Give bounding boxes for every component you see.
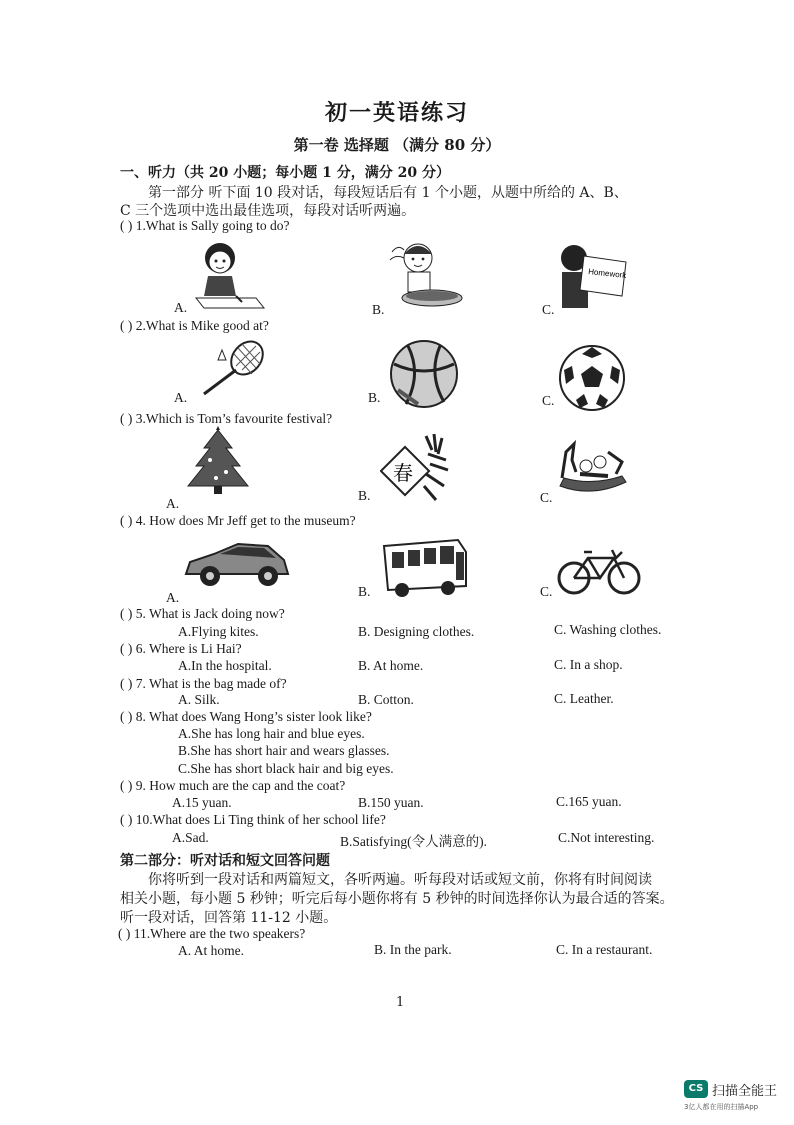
option-c[interactable]: C. Washing clothes.	[554, 622, 662, 637]
girl-drawing-icon	[186, 236, 268, 312]
girl-washing-icon	[384, 234, 468, 314]
part2-heading: 第二部分：听对话和短文回答问题	[120, 853, 330, 869]
question-9: ( ) 9. How much are the cap and the coat?	[120, 778, 346, 793]
scanner-logo-icon: CS	[684, 1080, 708, 1098]
part2-instruction-line3: 听一段对话，回答第 11-12 小题。	[120, 910, 338, 926]
option-b[interactable]: B.Satisfying(令人满意的).	[340, 834, 487, 849]
question-11: ( ) 11.Where are the two speakers?	[118, 926, 306, 941]
question-5: ( ) 5. What is Jack doing now?	[120, 606, 285, 621]
option-c[interactable]: C. In a restaurant.	[556, 942, 653, 957]
answer-bracket[interactable]: ( )	[120, 318, 133, 333]
option-c[interactable]: C.165 yuan.	[556, 794, 622, 809]
answer-bracket[interactable]: ( )	[120, 218, 133, 233]
option-a[interactable]: A.In the hospital.	[178, 658, 272, 673]
basketball-icon	[388, 338, 460, 410]
option-a-label: A.	[174, 390, 188, 405]
scanner-slogan: 3亿人都在用的扫描App	[684, 1103, 759, 1111]
option-c[interactable]: C.She has short black hair and big eyes.	[178, 761, 394, 776]
answer-bracket[interactable]: ( )	[120, 411, 133, 426]
question-2: ( ) 2.What is Mike good at?	[120, 318, 269, 333]
volume-subtitle: 第一卷 选择题 （满分 80 分）	[293, 136, 501, 154]
answer-bracket[interactable]: ( )	[120, 513, 133, 528]
bicycle-icon	[556, 544, 644, 596]
car-icon	[180, 538, 292, 592]
option-a[interactable]: A.Flying kites.	[178, 624, 259, 639]
answer-bracket[interactable]: ( )	[120, 812, 133, 827]
question-6: ( ) 6. Where is Li Hai?	[120, 641, 242, 656]
question-4: ( ) 4. How does Mr Jeff get to the museum?	[120, 513, 356, 528]
answer-bracket[interactable]: ( )	[120, 709, 133, 724]
option-a-label: A.	[166, 496, 180, 511]
question-10: ( ) 10.What does Li Ting think of her school life?	[120, 812, 386, 827]
question-7: ( ) 7. What is the bag made of?	[120, 676, 287, 691]
option-b[interactable]: B. At home.	[358, 658, 424, 673]
question-3: ( ) 3.Which is Tom’s favourite festival?	[120, 411, 333, 426]
answer-bracket[interactable]: ( )	[120, 778, 133, 793]
page-title: 初一英语练习	[324, 100, 469, 126]
homework-text: Homework	[587, 267, 627, 280]
option-c-label: C.	[540, 584, 553, 599]
part1-instruction-line2: C 三个选项中选出最佳选项，每段对话听两遍。	[120, 203, 416, 219]
boy-homework-icon	[558, 238, 632, 312]
spring-festival-icon	[380, 430, 452, 506]
option-b-label: B.	[358, 584, 371, 599]
answer-bracket[interactable]: ( )	[118, 926, 131, 941]
option-c-label: C.	[542, 302, 555, 317]
question-8: ( ) 8. What does Wang Hong’s sister look like?	[120, 709, 372, 724]
option-a[interactable]: A.She has long hair and blue eyes.	[178, 726, 365, 741]
option-a-label: A.	[166, 590, 180, 605]
page-number: 1	[396, 995, 405, 1010]
option-c-label: C.	[542, 393, 555, 408]
scanner-brand: 扫描全能王	[712, 1084, 778, 1099]
option-c[interactable]: C. In a shop.	[554, 657, 623, 672]
bus-icon	[378, 534, 470, 598]
option-b[interactable]: B. In the park.	[374, 942, 452, 957]
option-a[interactable]: A.Sad.	[172, 830, 209, 845]
option-a[interactable]: A. Silk.	[178, 692, 220, 707]
option-b[interactable]: B. Designing clothes.	[358, 624, 475, 639]
option-b[interactable]: B. Cotton.	[358, 692, 414, 707]
question-1: ( ) 1.What is Sally going to do?	[120, 218, 290, 233]
option-a[interactable]: A.15 yuan.	[172, 795, 232, 810]
option-b[interactable]: B.150 yuan.	[358, 795, 424, 810]
part2-instruction-line2: 相关小题，每小题 5 秒钟；听完后每小题你将有 5 秒钟的时间选择你认为最合适的答案。	[120, 891, 674, 907]
answer-bracket[interactable]: ( )	[120, 676, 133, 691]
option-c[interactable]: C. Leather.	[554, 691, 614, 706]
christmas-tree-icon	[186, 426, 250, 496]
option-c[interactable]: C.Not interesting.	[558, 830, 655, 845]
option-b-label: B.	[372, 302, 385, 317]
answer-bracket[interactable]: ( )	[120, 641, 133, 656]
soccer-ball-icon	[558, 344, 626, 412]
part1-instruction-line1: 第一部分 听下面 10 段对话，每段短话后有 1 个小题，从题中所给的 A、B、	[148, 185, 628, 201]
section1-heading: 一、听力（共 20 小题；每小题 1 分，满分 20 分）	[120, 165, 450, 181]
option-a-label: A.	[174, 300, 188, 315]
part2-instruction-line1: 你将听到一段对话和两篇短文，各听两遍。听每段对话或短文前，你将有时间阅读	[148, 872, 652, 888]
option-b-label: B.	[368, 390, 381, 405]
badminton-racket-icon	[192, 338, 272, 400]
answer-bracket[interactable]: ( )	[120, 606, 133, 621]
option-b-label: B.	[358, 488, 371, 503]
spring-character: 春	[393, 461, 413, 485]
option-c-label: C.	[540, 490, 553, 505]
dragon-boat-icon	[556, 432, 630, 500]
option-a[interactable]: A. At home.	[178, 943, 244, 958]
option-b[interactable]: B.She has short hair and wears glasses.	[178, 743, 390, 758]
